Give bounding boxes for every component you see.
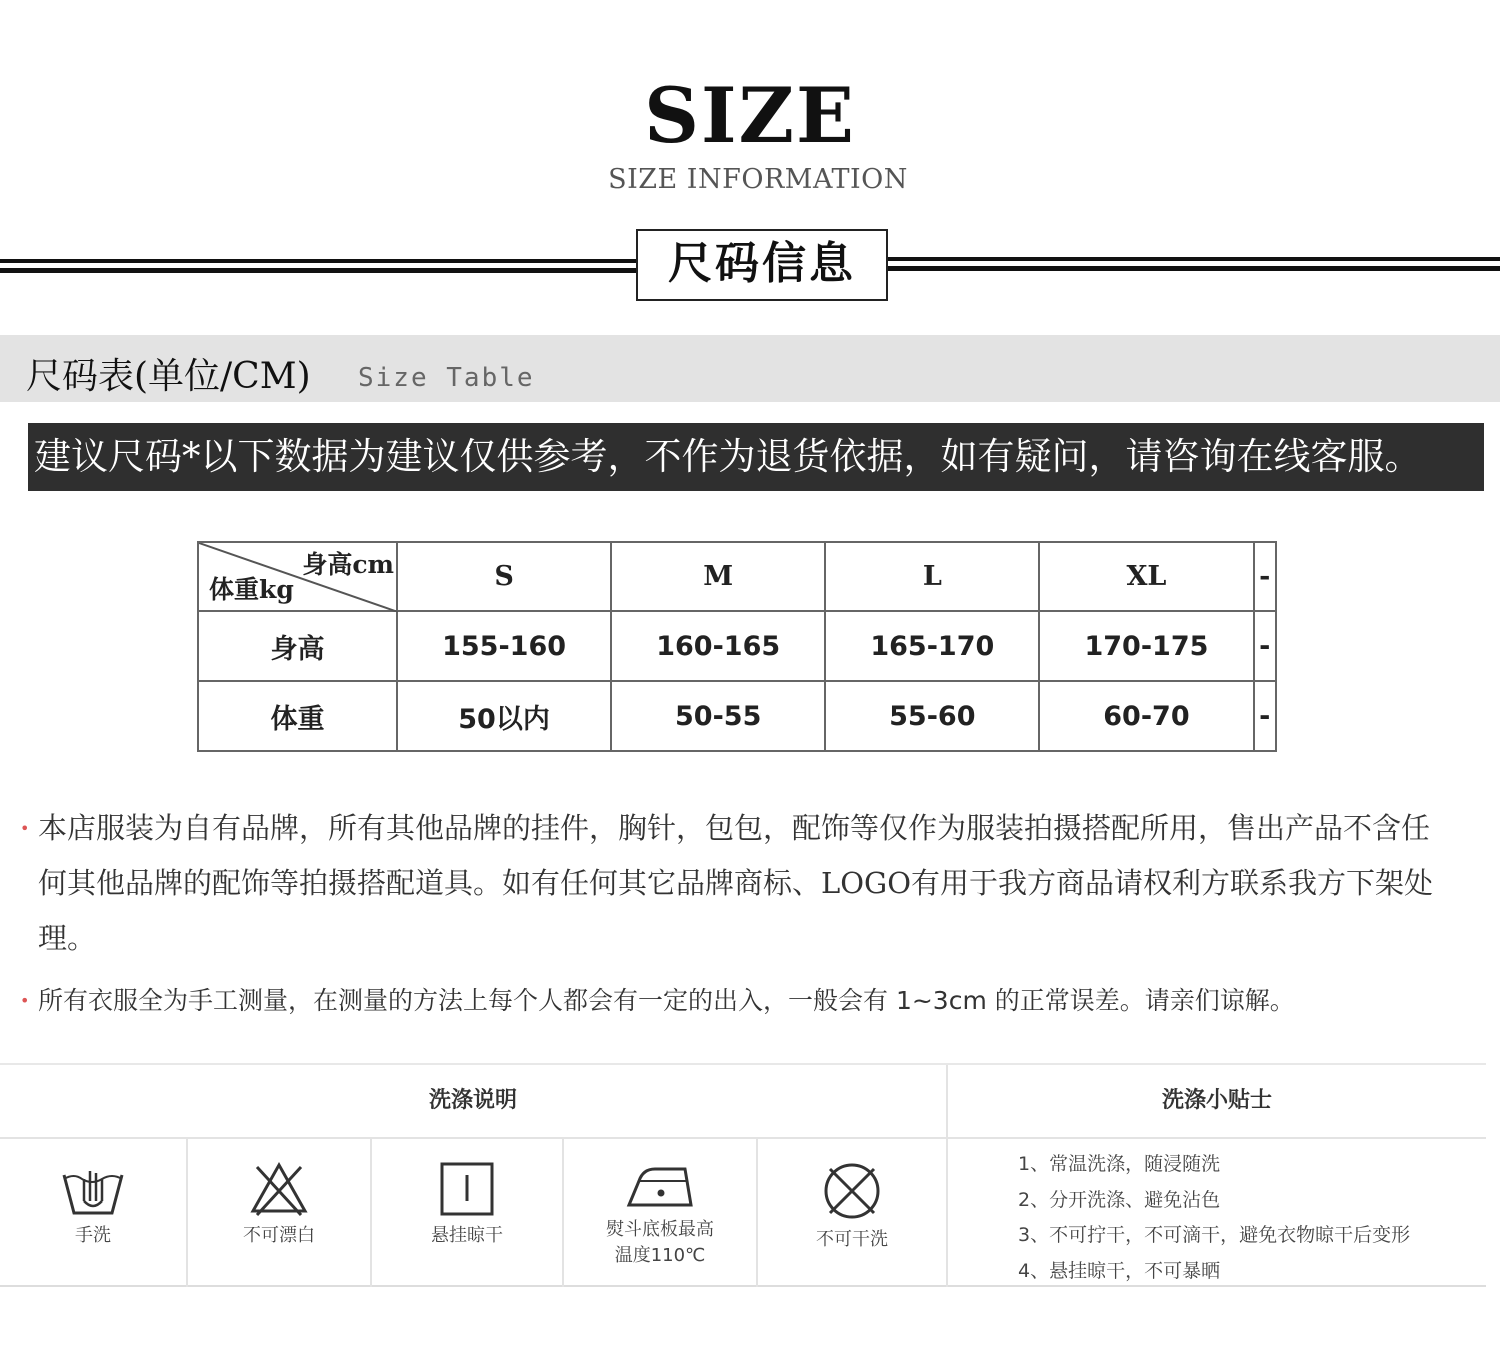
table-corner-cell (198, 542, 397, 611)
washing-instructions-title: 洗涤说明 (428, 1088, 517, 1113)
column-header: - (1254, 542, 1277, 611)
no-dry-clean-item (758, 1139, 946, 1287)
page-title: SIZE (644, 71, 856, 160)
column-header: M (611, 542, 825, 611)
no-bleach-item (188, 1139, 370, 1287)
corner-height-label: 身高cm (302, 550, 394, 579)
icon-label: 熨斗底板最高 (606, 1219, 714, 1240)
divider-left (0, 259, 636, 273)
no-bleach-icon (249, 1161, 309, 1217)
row-label: 体重 (198, 681, 397, 751)
table-cell: 50-55 (611, 681, 825, 751)
iron-item (564, 1139, 756, 1287)
brand-note-text: 本店服装为自有品牌，所有其他品牌的挂件，胸针，包包，配饰等仅作为服装拍摄搭配所用，售出产品不含任何其他品牌的配饰等拍摄搭配道具。如有任何其它品牌商标、LOGO有用于我方商品请权利方联系我方下架处理。 (38, 811, 1433, 955)
table-cell: 55-60 (825, 681, 1039, 751)
table-cell: 50以内 (397, 681, 611, 751)
washing-tips-title: 洗涤小贴士 (1161, 1088, 1272, 1113)
page-subtitle: SIZE INFORMATION (608, 164, 908, 195)
iron-icon (625, 1161, 695, 1211)
size-table-title-cn: 尺码表(单位/CM) (26, 356, 311, 397)
size-table-header (0, 335, 1500, 402)
hand-wash-icon (60, 1161, 126, 1217)
list-item: 4、悬挂晾干，不可暴晒 (1018, 1259, 1221, 1282)
list-item: 2、分开洗涤、避免沾色 (1018, 1188, 1221, 1211)
measurement-note (20, 973, 1458, 1028)
size-table-title-en: Size Table (358, 363, 535, 393)
row-label: 身高 (198, 611, 397, 681)
column-header: XL (1039, 542, 1253, 611)
table-cell: 165-170 (825, 611, 1039, 681)
table-row (198, 542, 1276, 611)
brand-note (20, 801, 1458, 966)
hang-dry-icon (439, 1161, 495, 1217)
icon-label: 不可漂白 (243, 1225, 315, 1246)
list-item: 1、常温洗涤，随浸随洗 (1018, 1153, 1221, 1175)
table-cell: 155-160 (397, 611, 611, 681)
bullet-icon: • (20, 819, 30, 838)
notice-banner: 建议尺码*以下数据为建议仅供参考，不作为退货依据，如有疑问，请咨询在线客服。 (28, 423, 1484, 491)
icon-label: 温度110℃ (614, 1245, 706, 1266)
column-header: L (825, 542, 1039, 611)
table-cell: 170-175 (1039, 611, 1253, 681)
table-cell: - (1254, 611, 1277, 681)
bullet-icon: • (20, 991, 30, 1010)
washing-divider (946, 1065, 948, 1287)
table-cell: - (1254, 681, 1277, 751)
hand-wash-item (0, 1139, 186, 1287)
column-header: S (397, 542, 611, 611)
washing-tips-list (1018, 1147, 1410, 1289)
size-table (197, 541, 1277, 752)
table-cell: 160-165 (611, 611, 825, 681)
corner-weight-label: 体重kg (209, 575, 294, 604)
hang-dry-item (372, 1139, 562, 1287)
icon-label: 手洗 (75, 1225, 111, 1246)
no-dry-clean-icon (822, 1161, 882, 1221)
section-title-box: 尺码信息 (636, 229, 888, 301)
table-row (198, 611, 1276, 681)
measurement-note-text: 所有衣服全为手工测量，在测量的方法上每个人都会有一定的出入，一般会有 1~3cm 的正常误差。请亲们谅解。 (38, 986, 1295, 1015)
table-cell: 60-70 (1039, 681, 1253, 751)
divider-right (888, 257, 1500, 271)
icon-label: 不可干洗 (816, 1229, 888, 1250)
table-row (198, 681, 1276, 751)
icon-label: 悬挂晾干 (431, 1225, 503, 1246)
list-item: 3、不可拧干，不可滴干，避免衣物晾干后变形 (1018, 1224, 1411, 1246)
